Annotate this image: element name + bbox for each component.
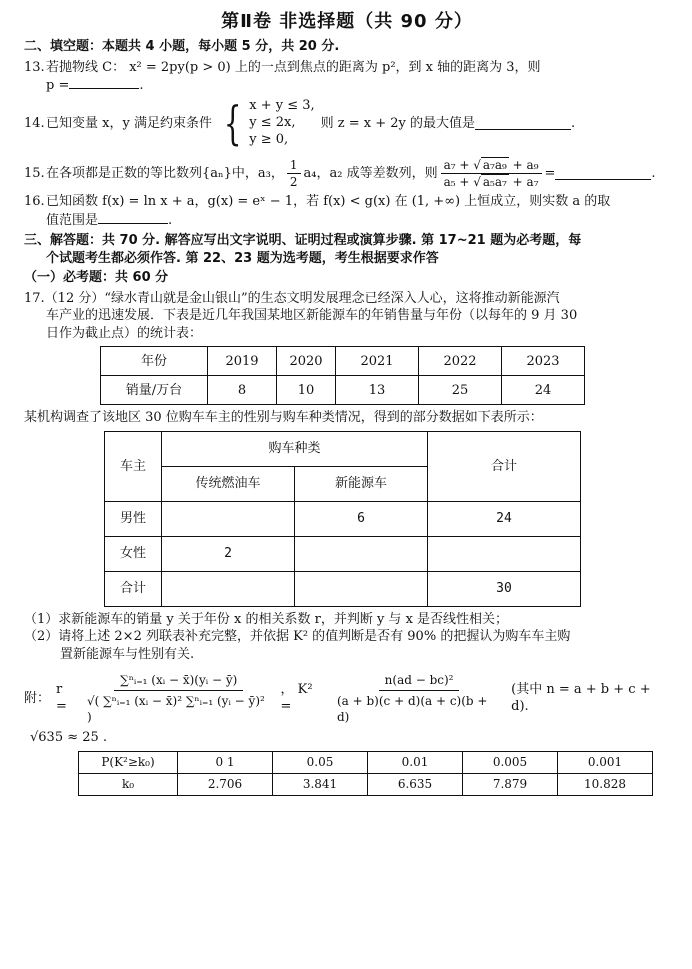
- table-cell: 3.841: [273, 773, 368, 795]
- term: + a₇: [512, 174, 539, 189]
- table-cell: 0.01: [368, 751, 463, 773]
- question-text: 值范围是: [46, 212, 99, 228]
- table-cell: 年份: [101, 347, 208, 376]
- sqrt-approx: √635 ≈ 25 .: [30, 730, 108, 746]
- table-row: [105, 536, 581, 571]
- answer-blank[interactable]: [555, 167, 651, 180]
- question-number: 14.: [24, 115, 45, 131]
- table-cell: 2019: [208, 347, 277, 376]
- fraction-denominator: a₅ + √ a₅a₇ + a₇: [443, 174, 539, 189]
- table-cell: 男性: [105, 501, 162, 536]
- table-cell: 24: [428, 501, 581, 536]
- question-14: 14. 已知变量 x，y 满足约束条件 { x + y ≤ 3, y ≤ 2x, y ≥ 0, 则 z = x + 2y 的最大值是 .: [24, 96, 576, 151]
- sqrt-term: a₇a₉: [482, 157, 507, 172]
- constraint-line: y ≤ 2x,: [249, 114, 296, 130]
- subsection-heading: （一）必考题：共 60 分: [24, 270, 169, 286]
- k-lhs: ， K² =: [280, 681, 313, 715]
- ratio-fraction: [441, 157, 542, 190]
- question-part-1: （1）求新能源车的销量 y 关于年份 x 的相关系数 r，并判断 y 与 x 是否线性相关；: [24, 611, 509, 627]
- critical-value-table: [78, 751, 653, 796]
- question-number: 13.: [24, 59, 45, 75]
- section-line: 个试题考生都必须作答. 第 22、23 题为选考题，考生根据要求作答: [46, 250, 439, 266]
- table-cell: 0 1: [178, 751, 273, 773]
- table-cell: 2022: [419, 347, 502, 376]
- question-text: 已知变量 x，y 满足约束条件: [46, 115, 212, 131]
- table-cell: 2020: [277, 347, 336, 376]
- fraction-numerator: 1: [287, 157, 301, 174]
- chi-square-formula: [331, 670, 507, 728]
- table-row: [101, 347, 585, 376]
- fraction-numerator: a₇ + √ a₇a₉ + a₉: [441, 157, 542, 174]
- table-row: [105, 501, 581, 536]
- formula-numerator: ∑ⁿᵢ₌₁ (xᵢ − x̄)(yᵢ − ȳ): [114, 670, 243, 691]
- section-fill-in-heading: 二、填空题：本题共 4 小题，每小题 5 分，共 20 分.: [24, 39, 340, 55]
- table-row: [101, 376, 585, 405]
- constraint-system: [218, 98, 315, 149]
- table-cell: 10: [277, 376, 336, 405]
- table-cell[interactable]: [162, 501, 295, 536]
- table-cell: 合计: [428, 431, 581, 501]
- formula-denominator: √( ∑ⁿᵢ₌₁ (xᵢ − x̄)² ∑ⁿᵢ₌₁ (yᵢ − ȳ)² ): [86, 693, 265, 724]
- question-text: 车产业的迅速发展．下表是近几年我国某地区新能源车的年销售量与年份（以每年的 9 月 30: [46, 308, 578, 324]
- question-part-2: （2）请将上述 2×2 列联表补充完整，并依据 K² 的值判断是否有 90% 的把握认为购车车主购: [24, 629, 571, 645]
- table-cell: 传统燃油车: [162, 466, 295, 501]
- sqrt-term: a₅a₇: [482, 174, 507, 189]
- term: + a₉: [512, 157, 539, 172]
- constraint-line: y ≥ 0,: [249, 131, 289, 147]
- question-text: a₄，a₂ 成等差数列，则: [303, 165, 438, 181]
- table-cell: 2: [162, 536, 295, 571]
- table-cell: 8: [208, 376, 277, 405]
- table-cell: 2.706: [178, 773, 273, 795]
- section-line: 三、解答题：共 70 分. 解答应写出文字说明、证明过程或演算步骤. 第 17~21 题为必考题，每: [24, 233, 582, 249]
- answer-blank[interactable]: [69, 76, 139, 89]
- table-cell: 购车种类: [162, 431, 428, 466]
- table-cell: 2023: [502, 347, 585, 376]
- question-13: 13.若抛物线 C： x² = 2py(p > 0) 上的一点到焦点的距离为 p²，到 x 轴的距离为 3，则 p = .: [24, 59, 541, 94]
- appendix-label: 附：: [24, 690, 51, 706]
- answer-blank[interactable]: [98, 211, 168, 224]
- table-cell: 女性: [105, 536, 162, 571]
- question-number: 15.: [24, 165, 45, 181]
- table-cell: 25: [419, 376, 502, 405]
- question-text: 已知函数 f(x) = ln x + a，g(x) = eˣ − 1，若 f(x) < g(x) 在 (1, +∞) 上恒成立，则实数 a 的取: [46, 193, 611, 209]
- table-cell[interactable]: [162, 571, 295, 606]
- correlation-formula: [81, 670, 277, 728]
- table-row: [105, 571, 581, 606]
- answer-blank[interactable]: [475, 117, 571, 130]
- page-title: 第Ⅱ卷 非选择题（共 90 分）: [221, 11, 473, 32]
- table-cell: 13: [336, 376, 419, 405]
- table-cell[interactable]: [295, 536, 428, 571]
- question-text: 某机构调查了该地区 30 位购车车主的性别与购车种类情况，得到的部分数据如下表所示：: [24, 410, 543, 426]
- term: a₇ +: [443, 157, 470, 172]
- table-cell: 24: [502, 376, 585, 405]
- table-cell: 2021: [336, 347, 419, 376]
- constraint-line: x + y ≤ 3,: [249, 97, 315, 113]
- table-cell: 7.879: [463, 773, 558, 795]
- contingency-table: [104, 431, 581, 607]
- table-cell: 0.001: [558, 751, 653, 773]
- table-cell[interactable]: [295, 571, 428, 606]
- table-cell: 新能源车: [295, 466, 428, 501]
- question-text: 若抛物线 C： x² = 2py(p > 0) 上的一点到焦点的距离为 p²，到 x 轴的距离为 3，则: [46, 59, 541, 75]
- question-text: 在各项都是正数的等比数列{aₙ}中，a₃，: [46, 165, 284, 181]
- table-row: [79, 751, 653, 773]
- table-cell: 合计: [105, 571, 162, 606]
- table-cell: 销量/万台: [101, 376, 208, 405]
- left-brace-icon: {: [223, 96, 242, 151]
- question-15: 15. 在各项都是正数的等比数列{aₙ}中，a₃， $\frac{1}{2}$ a₄，a₂ 成等差数列，则 $\frac{\text{a₇ + √ a₇a₉ + a₉}}{\text{a₅ + √ a₅a₇ + a₇}}$ = .: [24, 157, 656, 189]
- table-cell: k₀: [79, 773, 178, 795]
- sales-table: [100, 346, 585, 405]
- table-row: [79, 773, 653, 795]
- table-cell: 车主: [105, 431, 162, 501]
- table-cell: 10.828: [558, 773, 653, 795]
- appendix-formulas: [24, 670, 670, 728]
- table-cell: P(K²≥k₀): [79, 751, 178, 773]
- question-16: 16.已知函数 f(x) = ln x + a，g(x) = eˣ − 1，若 f(x) < g(x) 在 (1, +∞) 上恒成立，则实数 a 的取 值范围是 .: [24, 193, 611, 228]
- question-text: p =: [46, 78, 70, 94]
- fraction-denominator: 2: [289, 174, 298, 189]
- table-row: [105, 431, 581, 466]
- k-note: (其中 n = a + b + c + d).: [511, 681, 651, 715]
- table-cell[interactable]: [428, 536, 581, 571]
- formula-numerator: n(ad − bc)²: [379, 670, 460, 691]
- table-cell: 6: [295, 501, 428, 536]
- table-cell: 6.635: [368, 773, 463, 795]
- table-cell: 0.005: [463, 751, 558, 773]
- question-part-2-cont: 置新能源车与性别有关.: [60, 647, 195, 662]
- half-fraction: [287, 157, 301, 190]
- table-cell: 0.05: [273, 751, 368, 773]
- question-number: 16.: [24, 193, 45, 209]
- table-cell: 30: [428, 571, 581, 606]
- section-solve-heading: [24, 232, 670, 267]
- formula-denominator: (a + b)(c + d)(a + c)(b + d): [336, 693, 488, 724]
- question-text: 则 z = x + 2y 的最大值是: [320, 115, 476, 131]
- question-text: 17.（12 分）“绿水青山就是金山银山”的生态文明发展理念已经深入人心，这将推动新能源汽: [24, 290, 560, 306]
- question-17: [24, 290, 670, 796]
- question-text: 日作为截止点）的统计表：: [46, 325, 203, 341]
- term: a₅ +: [443, 174, 470, 189]
- r-lhs: r =: [56, 681, 67, 715]
- equals-sign: =: [544, 165, 556, 181]
